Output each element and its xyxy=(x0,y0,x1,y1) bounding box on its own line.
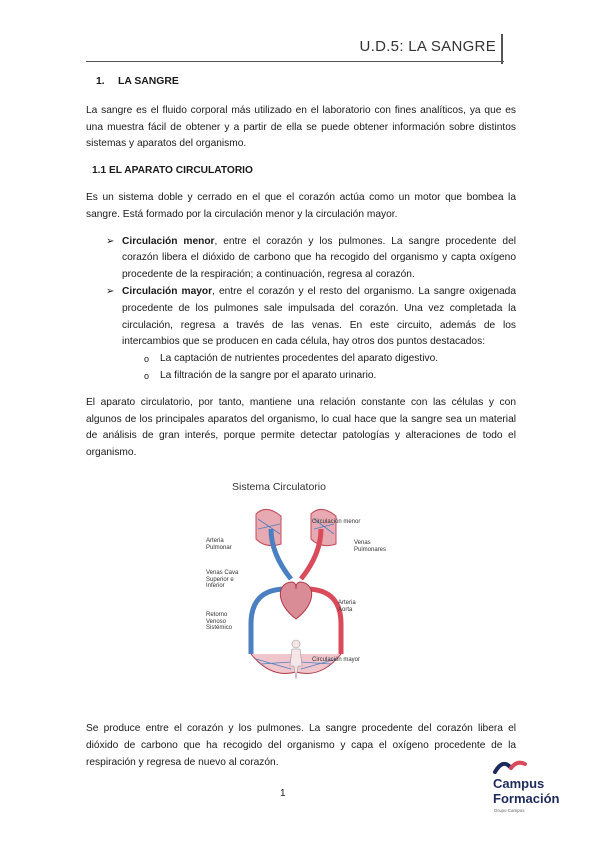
sub-item-text: La filtración de la sangre por el aparato urinario. xyxy=(160,369,377,381)
sub-list-item xyxy=(144,368,516,385)
sub-list xyxy=(122,351,516,385)
logo-subtext: Grupo Campus xyxy=(494,808,525,813)
circulation-list xyxy=(86,234,516,385)
term-circulacion-menor: Circulación menor xyxy=(122,235,215,247)
list-item xyxy=(106,284,516,385)
logo-text-campus: Campus xyxy=(493,776,545,791)
main-content xyxy=(86,74,516,472)
circle-bullet-icon: o xyxy=(144,354,150,365)
header-title: U.D.5: LA SANGRE xyxy=(359,38,496,55)
label-retorno-venoso: Retorno Venoso Sistémico xyxy=(206,612,233,631)
label-circulacion-mayor: Circulación mayor xyxy=(312,657,361,663)
header-vertical-rule xyxy=(501,34,503,64)
menor-summary-paragraph: Se produce entre el corazón y los pulmones. La sangre procedente del corazón libera el dióxido de carbono que ha recogido del organismo y capa el oxígeno procedente de la respiración y regresa de nuevo al corazón. xyxy=(86,723,516,769)
campus-formacion-logo-icon xyxy=(493,754,529,776)
intro-paragraph: La sangre es el fluido corporal más utilizado en el laboratorio con fines analíticos, ya que es una muestra fácil de obtener y a partir de ella se puede obtener información sobre distintos sistemas y aparatos del organismo. xyxy=(86,104,516,150)
logo-text-formacion: Formación xyxy=(493,791,560,806)
sub-list-item xyxy=(144,351,516,368)
lung-capillaries xyxy=(256,509,336,545)
page-number: 1 xyxy=(280,788,286,799)
heart-icon xyxy=(280,582,311,619)
circulatory-intro-paragraph: Es un sistema doble y cerrado en el que el corazón actúa como un motor que bombea la sangre. Está formado por la circulación menor y la circulación mayor. xyxy=(86,191,516,220)
arrow-bullet-icon: ➢ xyxy=(106,235,115,247)
section-title: LA SANGRE xyxy=(118,76,179,87)
relationship-paragraph: El aparato circulatorio, por tanto, mantiene una relación constante con las células y con algunos de los principales aparatos del organismo, lo cual hace que la sangre sea un material de análisis de gran interés, porque permite detectar patologías y alteraciones de todo el organismo. xyxy=(86,396,516,459)
section-heading xyxy=(96,74,516,91)
label-venas-pulmonares: Venas Pulmonares xyxy=(354,540,387,553)
label-arteria-aorta: Arteria Aorta xyxy=(338,600,356,613)
label-arteria-pulmonar: Arteria Pulmonar xyxy=(206,538,232,551)
label-venas-cava: Venas Cava Superior e Inferior xyxy=(206,570,239,589)
subsection-heading: 1.1 EL APARATO CIRCULATORIO xyxy=(92,165,253,177)
menor-description: , entre el corazón y los pulmones. La sangre procedente del corazón libera el dióxido de carbono que ha recogido del organismo y capta oxígeno procedente de la respiración; a continuación, regresa al corazón. xyxy=(122,235,516,281)
section-number: 1. xyxy=(96,76,105,87)
label-circulacion-menor: Circulación menor xyxy=(312,519,361,525)
sub-item-text: La captación de nutrientes procedentes del aparato digestivo. xyxy=(160,353,439,365)
term-circulacion-mayor: Circulación mayor xyxy=(122,285,213,297)
figure-title: Sistema Circulatorio xyxy=(232,481,326,493)
list-item xyxy=(106,234,516,284)
mayor-description: , entre el corazón y el resto del organismo. La sangre oxigenada procedente de los pulmones sale impulsada del corazón. Una vez completada la circulación, regresa a través de las venas. En este circuito, además de los intercambios que se producen en cada célula, hay otros dos puntos destacados: xyxy=(122,285,516,348)
circle-bullet-icon: o xyxy=(144,370,150,381)
arrow-bullet-icon: ➢ xyxy=(106,285,115,297)
header-rule xyxy=(86,61,504,62)
